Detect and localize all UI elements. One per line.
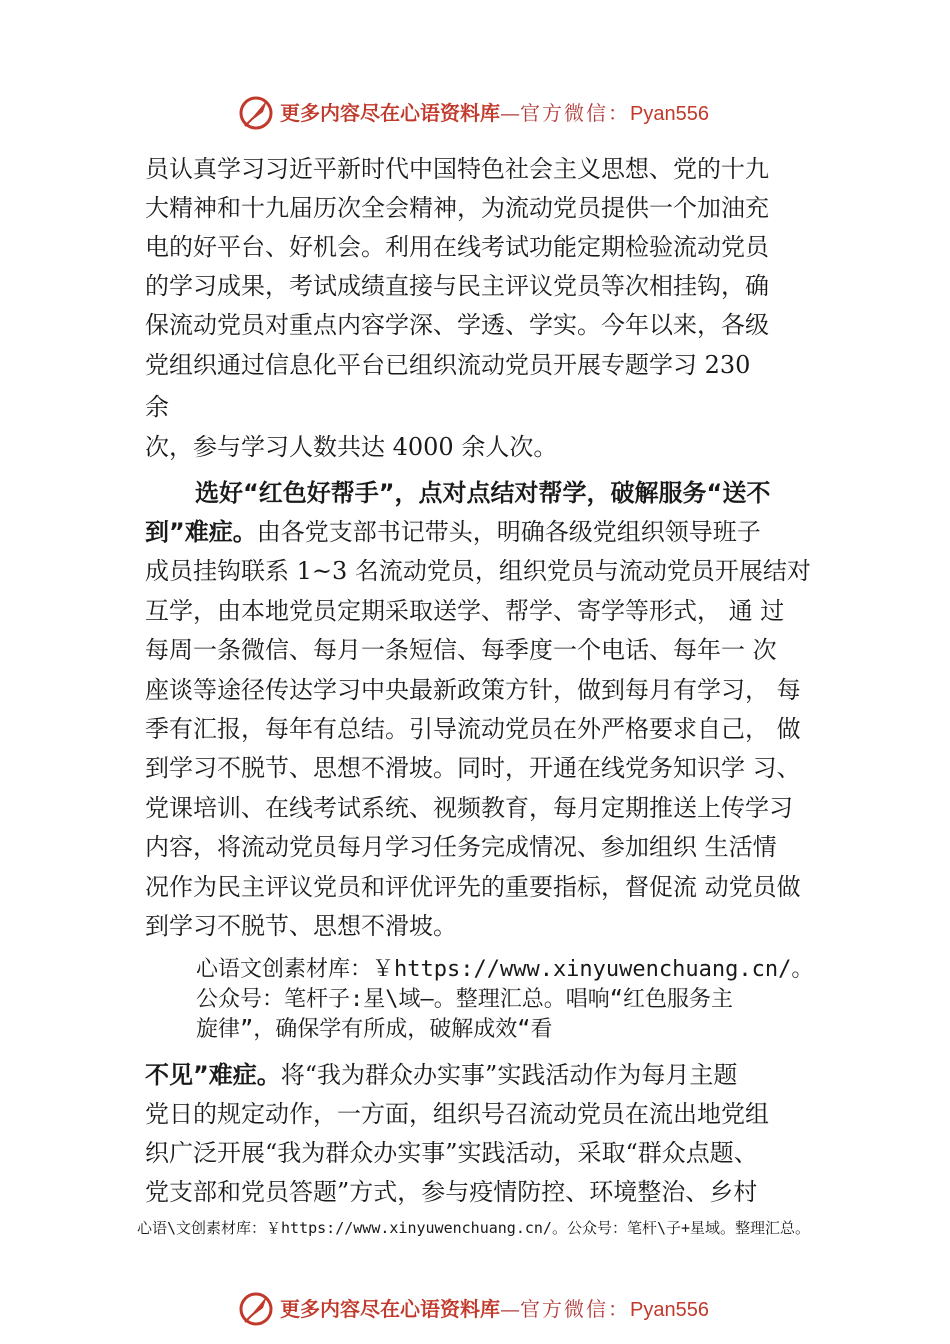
watermark-line: 心语文创素材库：￥https://www.xinyuwenchuang.cn/。 <box>196 957 814 982</box>
banner-text: 更多内容尽在心语资料库—官方微信：Pyan556 <box>280 101 709 125</box>
text-line: 每周一条微信、每月一条短信、每季度一个电话、每年一 次 <box>145 636 777 664</box>
text-line: 党日的规定动作，一方面，组织号召流动党员在流出地党组 <box>145 1100 769 1128</box>
text-line: 座谈等途径传达学习中央最新政策方针，做到每月有学习， 每 <box>145 676 801 704</box>
text-line: 大精神和十九届历次全会精神，为流动党员提供一个加油充 <box>145 194 769 222</box>
heading-continuation: 到”难症。 <box>145 518 257 546</box>
text-line: 党课培训、在线考试系统、视频教育，每月定期推送上传学习 <box>145 794 793 822</box>
footer-banner <box>0 1290 950 1330</box>
quill-pen-logo-icon <box>237 94 275 132</box>
banner-wechat-label: 官方微信： <box>520 1297 630 1321</box>
banner-library-name: 更多内容尽在心语资料库 <box>280 1297 500 1321</box>
quill-pen-logo-icon <box>237 1290 275 1328</box>
text-line: 的学习成果，考试成绩直接与民主评议党员等次相挂钩，确 <box>145 272 769 300</box>
text-line: 到学习不脱节、思想不滑坡。 <box>145 912 457 940</box>
header-banner <box>0 94 950 134</box>
text-line: 次，参与学习人数共达 4000 余人次。 <box>145 433 558 461</box>
watermark-line: 公众号：笔杆子:星\域—。整理汇总。唱响“红色服务主 <box>196 987 733 1012</box>
banner-library-name: 更多内容尽在心语资料库 <box>280 101 500 125</box>
text-line: 成员挂钩联系 1~3 名流动党员，组织党员与流动党员开展结对 <box>145 557 811 585</box>
text-line: 党支部和党员答题”方式，参与疫情防控、环境整治、乡村 <box>145 1178 758 1206</box>
text-line: 员认真学习习近平新时代中国特色社会主义思想、党的十九 <box>145 155 769 183</box>
text-line: 党组织通过信息化平台已组织流动党员开展专题学习 230 <box>145 351 751 379</box>
heading-continuation: 不见”难症。 <box>145 1061 281 1089</box>
text-line: 互学，由本地党员定期采取送学、帮学、寄学等形式， 通 过 <box>145 597 785 625</box>
text-line: 不见”难症。将“我为群众办实事”实践活动作为每月主题 <box>145 1061 738 1089</box>
text-line: 况作为民主评议党员和评优评先的重要指标，督促流 动党员做 <box>145 873 801 901</box>
banner-wechat-id: Pyan556 <box>630 1299 709 1321</box>
text-line: 到”难症。由各党支部书记带头，明确各级党组织领导班子 <box>145 518 761 546</box>
text-line: 到学习不脱节、思想不滑坡。同时，开通在线党务知识学 习、 <box>145 754 801 782</box>
footer-watermark: 心语\文创素材库：￥https://www.xinyuwenchuang.cn/。公众号：笔杆\子+星域。整理汇总。 <box>137 1219 811 1237</box>
section-heading: 选好“红色好帮手”，点对点结对帮学，破解服务“送不 <box>195 479 771 507</box>
text-line: 织广泛开展“我为群众办实事”实践活动，采取“群众点题、 <box>145 1139 758 1167</box>
text-line: 季有汇报，每年有总结。引导流动党员在外严格要求自己， 做 <box>145 715 801 743</box>
watermark-line: 旋律”，确保学有所成，破解成效“看 <box>196 1017 553 1042</box>
text-line: 电的好平台、好机会。利用在线考试功能定期检验流动党员 <box>145 233 769 261</box>
text-line: 保流动党员对重点内容学深、学透、学实。今年以来，各级 <box>145 311 769 339</box>
text-line: 余 <box>145 393 169 421</box>
text-line: 内容，将流动党员每月学习任务完成情况、参加组织 生活情 <box>145 833 777 861</box>
banner-wechat-id: Pyan556 <box>630 103 709 125</box>
banner-wechat-label: 官方微信： <box>520 101 630 125</box>
banner-text: 更多内容尽在心语资料库—官方微信：Pyan556 <box>280 1297 709 1321</box>
